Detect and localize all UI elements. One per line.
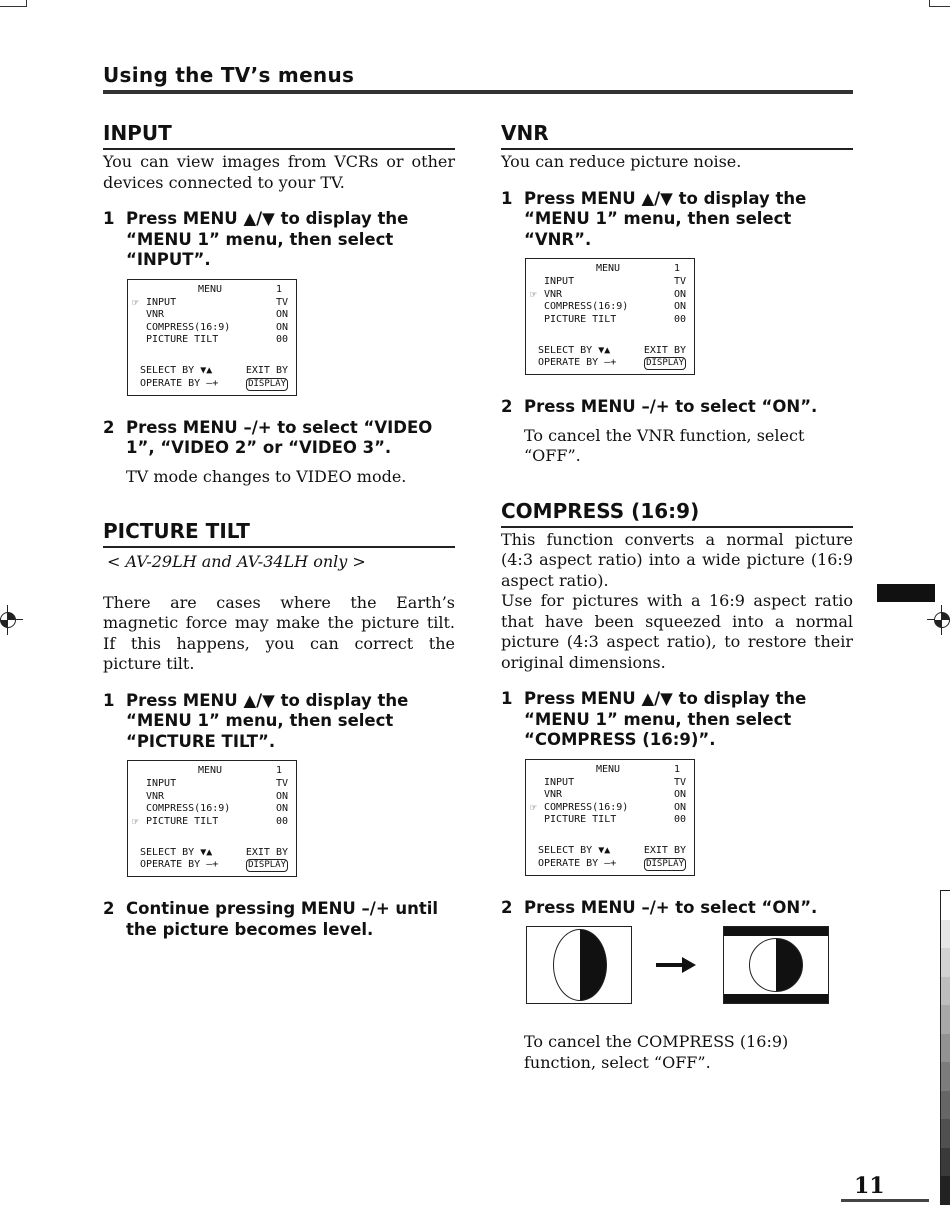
crop-mark-right bbox=[929, 0, 950, 7]
osd-item-value: 00 bbox=[673, 313, 686, 325]
picture-tilt-heading: PICTURE TILT bbox=[103, 519, 455, 548]
color-strip-swatch bbox=[941, 1119, 950, 1148]
osd-item-label: INPUT bbox=[544, 276, 575, 287]
osd-item-label: PICTURE TILT bbox=[544, 313, 617, 325]
picture-tilt-step-1 bbox=[103, 691, 455, 753]
osd-item-label: VNR bbox=[146, 790, 165, 802]
osd-item-value: TV bbox=[275, 778, 288, 789]
color-strip-swatch bbox=[941, 1176, 950, 1205]
page-number: 11 bbox=[854, 1173, 885, 1199]
page-number-rule bbox=[841, 1199, 929, 1202]
section-tab-marker bbox=[877, 584, 935, 602]
osd-item-value: ON bbox=[275, 309, 288, 321]
osd-item-label: INPUT bbox=[146, 296, 177, 308]
compress-section bbox=[501, 499, 853, 1074]
osd-item-label: INPUT bbox=[544, 776, 575, 788]
osd-item-value: ON bbox=[673, 789, 686, 801]
step-number: 2 bbox=[501, 897, 513, 917]
color-strip-swatch bbox=[941, 1005, 950, 1034]
input-heading: INPUT bbox=[103, 121, 455, 150]
wide-screen-image bbox=[723, 926, 829, 1004]
input-section bbox=[103, 121, 455, 487]
osd-item-value: TV bbox=[673, 276, 686, 287]
input-result: TV mode changes to VIDEO mode. bbox=[126, 466, 407, 486]
osd-item-value: ON bbox=[275, 790, 288, 802]
osd-item-label: COMPRESS(16:9) bbox=[544, 801, 629, 813]
step-number: 1 bbox=[501, 689, 513, 708]
osd-item-value: TV bbox=[275, 296, 288, 308]
osd-footer-select: SELECT BY ▼▲ bbox=[140, 846, 213, 858]
pointing-hand-icon: ☞ bbox=[530, 287, 537, 301]
step-number: 1 bbox=[501, 188, 513, 208]
osd-footer-exit: EXIT BY bbox=[245, 846, 288, 858]
picture-tilt-section bbox=[103, 519, 455, 940]
color-strip-swatch bbox=[941, 1148, 950, 1177]
step-number: 2 bbox=[501, 397, 513, 416]
step-number: 1 bbox=[103, 209, 115, 228]
osd-item-value: ON bbox=[673, 801, 686, 813]
osd-item-label: COMPRESS(16:9) bbox=[544, 301, 629, 313]
menu-osd-vnr bbox=[525, 258, 695, 375]
osd-footer-exit: EXIT BY bbox=[245, 365, 288, 377]
color-strip-swatch bbox=[941, 977, 950, 1006]
normal-screen-image bbox=[526, 926, 632, 1004]
pointing-hand-icon: ☞ bbox=[530, 800, 537, 814]
compress-heading: COMPRESS (16:9) bbox=[501, 499, 853, 528]
step-text: Press MENU –/+ to select “VIDEO 1”, “VIDEO 2” or “VIDEO 3”. bbox=[126, 417, 433, 457]
osd-item-value: ON bbox=[275, 321, 288, 333]
vnr-intro: You can reduce picture noise. bbox=[501, 152, 742, 171]
osd-item-label: PICTURE TILT bbox=[146, 815, 219, 827]
step-number: 1 bbox=[103, 690, 115, 710]
left-column bbox=[103, 121, 455, 940]
osd-item-value: 00 bbox=[673, 814, 686, 826]
osd-footer-exit: EXIT BY bbox=[643, 344, 686, 356]
osd-item-value: 00 bbox=[275, 815, 288, 827]
vnr-result: To cancel the VNR function, select “OFF”. bbox=[524, 425, 805, 465]
color-strip-swatch bbox=[941, 920, 950, 949]
registration-mark-right-icon bbox=[927, 605, 950, 635]
osd-menu-number: 1 bbox=[674, 263, 681, 274]
right-arrow-icon bbox=[656, 962, 696, 968]
page-title: Using the TV’s menus bbox=[103, 63, 355, 87]
osd-footer-select: SELECT BY ▼▲ bbox=[140, 365, 213, 377]
vnr-step-2 bbox=[501, 397, 853, 418]
registration-mark-left-icon bbox=[0, 605, 23, 635]
menu-osd-input bbox=[127, 279, 297, 396]
osd-item-label: PICTURE TILT bbox=[146, 334, 219, 346]
step-text: Press MENU –/+ to select “ON”. bbox=[524, 897, 818, 917]
osd-item-label: COMPRESS(16:9) bbox=[146, 321, 231, 333]
crop-mark-left bbox=[0, 0, 27, 7]
menu-osd-picture-tilt bbox=[127, 760, 297, 877]
osd-footer-exit: EXIT BY bbox=[643, 845, 686, 857]
osd-display-key: DISPLAY bbox=[646, 858, 684, 869]
osd-menu-label: MENU bbox=[198, 283, 223, 295]
compress-result: To cancel the COMPRESS (16:9) function, select “OFF”. bbox=[524, 1032, 789, 1072]
title-rule bbox=[103, 90, 853, 94]
pointing-hand-icon: ☞ bbox=[132, 295, 139, 309]
osd-item-value: ON bbox=[673, 301, 686, 313]
step-text: Press MENU ▲/▼ to display the “MENU 1” menu, then select “PICTURE TILT”. bbox=[126, 690, 409, 751]
osd-item-value: TV bbox=[673, 776, 686, 788]
vnr-heading: VNR bbox=[501, 121, 853, 150]
osd-item-label: INPUT bbox=[146, 778, 177, 789]
compress-intro-2: Use for pictures with a 16:9 aspect ratio that have been squeezed into a normal picture (4:3 aspect ratio), to restore their original dimensions. bbox=[501, 591, 853, 672]
compress-illustration bbox=[501, 926, 853, 1016]
picture-tilt-note: < AV-29LH and AV-34LH only > bbox=[107, 552, 366, 571]
osd-display-key: DISPLAY bbox=[646, 358, 684, 369]
osd-footer-select: SELECT BY ▼▲ bbox=[538, 344, 611, 356]
osd-display-key: DISPLAY bbox=[248, 860, 286, 871]
osd-footer-operate: OPERATE BY –+ bbox=[140, 377, 219, 389]
restored-circle-image bbox=[749, 938, 803, 992]
input-step-2 bbox=[103, 418, 455, 459]
step-text: Press MENU –/+ to select “ON”. bbox=[524, 397, 818, 416]
osd-menu-label: MENU bbox=[596, 763, 621, 775]
osd-item-label: VNR bbox=[544, 288, 563, 300]
osd-menu-number: 1 bbox=[276, 283, 283, 295]
osd-menu-label: MENU bbox=[198, 765, 223, 776]
osd-display-key: DISPLAY bbox=[248, 378, 286, 389]
step-text: Press MENU ▲/▼ to display the “MENU 1” menu, then select “VNR”. bbox=[524, 188, 807, 249]
step-number: 2 bbox=[103, 899, 115, 918]
input-intro: You can view images from VCRs or other devices connected to your TV. bbox=[103, 152, 455, 192]
osd-item-value: ON bbox=[275, 803, 288, 815]
color-strip-swatch bbox=[941, 1091, 950, 1120]
step-text: Press MENU ▲/▼ to display the “MENU 1” menu, then select “INPUT”. bbox=[126, 209, 409, 269]
picture-tilt-step-2 bbox=[103, 899, 455, 940]
step-number: 2 bbox=[103, 417, 115, 437]
osd-item-label: VNR bbox=[146, 309, 165, 321]
color-strip-swatch bbox=[941, 1062, 950, 1091]
menu-osd-compress bbox=[525, 759, 695, 876]
vnr-step-1 bbox=[501, 189, 853, 251]
compress-step-1 bbox=[501, 689, 853, 751]
picture-tilt-intro: There are cases where the Earth’s magnetic force may make the picture tilt. If this happens, you can correct the picture tilt. bbox=[103, 592, 455, 673]
osd-footer-operate: OPERATE BY –+ bbox=[538, 357, 617, 369]
osd-menu-label: MENU bbox=[596, 263, 621, 274]
compress-step-2 bbox=[501, 898, 853, 919]
osd-menu-number: 1 bbox=[276, 765, 283, 776]
osd-item-label: VNR bbox=[544, 789, 563, 801]
vnr-section bbox=[501, 121, 853, 467]
osd-item-label: COMPRESS(16:9) bbox=[146, 803, 231, 815]
input-step-1 bbox=[103, 209, 455, 271]
color-strip-swatch bbox=[941, 891, 950, 920]
osd-footer-operate: OPERATE BY –+ bbox=[140, 859, 219, 871]
step-text: Continue pressing MENU –/+ until the picture becomes level. bbox=[126, 899, 439, 939]
osd-menu-number: 1 bbox=[674, 763, 681, 775]
color-strip-swatch bbox=[941, 948, 950, 977]
osd-footer-select: SELECT BY ▼▲ bbox=[538, 845, 611, 857]
right-column bbox=[501, 121, 853, 1073]
pointing-hand-icon: ☞ bbox=[132, 814, 139, 828]
step-text: Press MENU ▲/▼ to display the “MENU 1” menu, then select “COMPRESS (16:9)”. bbox=[524, 689, 807, 749]
osd-item-label: PICTURE TILT bbox=[544, 814, 617, 826]
color-calibration-strip bbox=[940, 890, 950, 1205]
compress-intro-1: This function converts a normal picture (4:3 aspect ratio) into a wide picture (16:9 aspect ratio). bbox=[501, 529, 853, 590]
osd-item-value: ON bbox=[673, 288, 686, 300]
squeezed-circle-image bbox=[553, 929, 607, 1001]
color-strip-swatch bbox=[941, 1034, 950, 1063]
osd-item-value: 00 bbox=[275, 334, 288, 346]
osd-footer-operate: OPERATE BY –+ bbox=[538, 857, 617, 869]
